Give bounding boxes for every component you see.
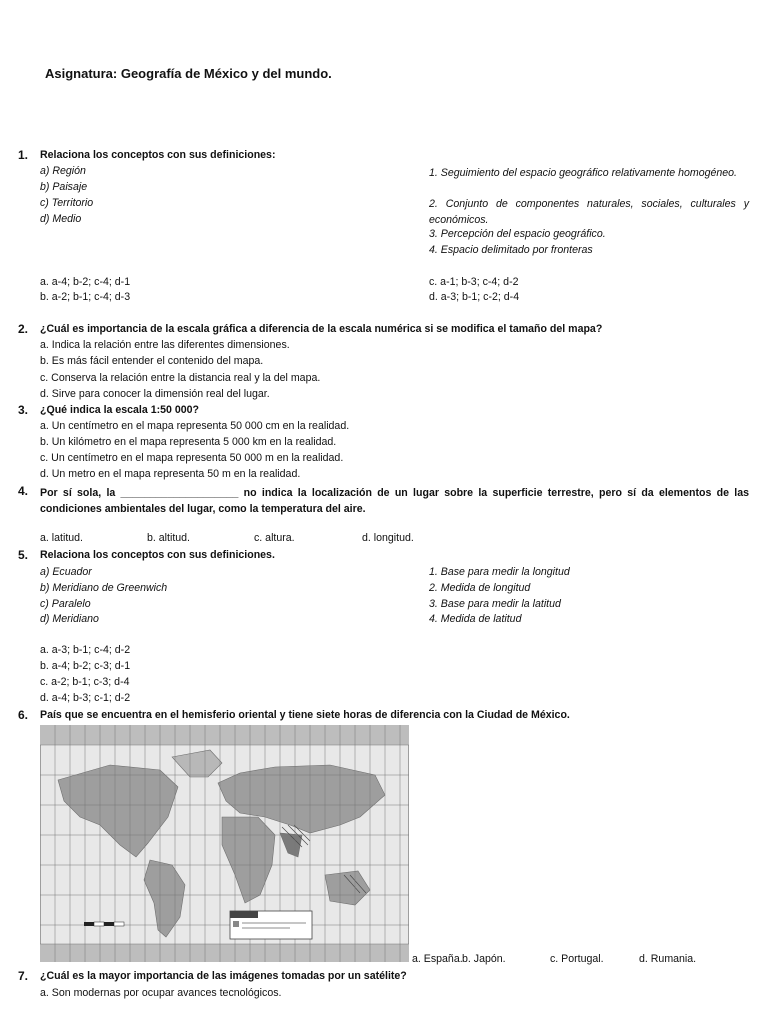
q1-definition-1: 1. Seguimiento del espacio geográfico relativamente homogéneo.	[429, 167, 738, 179]
q5-number: 5.	[18, 548, 29, 562]
q1-definition-3: 3. Percepción del espacio geográfico.	[429, 228, 606, 240]
q1-definition-2: 2. Conjunto de componentes naturales, sociales, culturales y económicos.	[429, 198, 749, 226]
q1-option-b: b. a-2; b-1; c-4; d-3	[40, 291, 131, 303]
q2-option-a: a. Indica la relación entre las diferentes dimensiones.	[40, 339, 290, 351]
q4-text: Por sí sola, la ____________________ no indica la localización de un lugar sobre la superficie terrestre, pero sí da elementos de las condiciones ambientales del lugar, como la temperatura del aire.	[40, 487, 749, 515]
q6-text: País que se encuentra en el hemisferio oriental y tiene siete horas de diferencia con la Ciudad de México.	[40, 709, 570, 721]
q5-definition-2: 2. Medida de longitud	[429, 582, 531, 594]
q6-option-d: d. Rumania.	[639, 953, 697, 965]
q7-option-a: a. Son modernas por ocupar avances tecnológicos.	[40, 987, 282, 999]
q5-concept-d: d) Meridiano	[40, 613, 99, 625]
q1-option-d: d. a-3; b-1; c-2; d-4	[429, 291, 520, 303]
q4-option-b: b. altitud.	[147, 532, 190, 544]
q6-option-a: a. España.	[412, 953, 463, 965]
q1-concept-c: c) Territorio	[40, 197, 94, 209]
q2-option-b: b. Es más fácil entender el contenido del mapa.	[40, 355, 264, 367]
q1-definition-4: 4. Espacio delimitado por fronteras	[429, 244, 593, 256]
q4-option-a: a. latitud.	[40, 532, 83, 544]
q1-concept-a: a) Región	[40, 165, 86, 177]
q3-text: ¿Qué indica la escala 1:50 000?	[40, 404, 199, 416]
q5-text: Relaciona los conceptos con sus definiciones.	[40, 549, 275, 561]
q5-option-a: a. a-3; b-1; c-4; d-2	[40, 644, 131, 656]
q3-option-c: c. Un centímetro en el mapa representa 50 000 m en la realidad.	[40, 452, 344, 464]
q2-text: ¿Cuál es importancia de la escala gráfica a diferencia de la escala numérica si se modifica el tamaño del mapa?	[40, 323, 603, 335]
q5-concept-b: b) Meridiano de Greenwich	[40, 582, 168, 594]
q5-concept-a: a) Ecuador	[40, 566, 92, 578]
q7-text: ¿Cuál es la mayor importancia de las imágenes tomadas por un satélite?	[40, 970, 407, 982]
subject-title: Asignatura: Geografía de México y del mundo.	[45, 66, 332, 81]
q1-option-c: c. a-1; b-3; c-4; d-2	[429, 276, 519, 288]
q3-option-b: b. Un kilómetro en el mapa representa 5 000 km en la realidad.	[40, 436, 337, 448]
q5-definition-1: 1. Base para medir la longitud	[429, 566, 570, 578]
map-legend	[230, 911, 312, 939]
time-zones-world-map	[40, 725, 409, 962]
q5-option-c: c. a-2; b-1; c-3; d-4	[40, 676, 130, 688]
q4-number: 4.	[18, 484, 29, 498]
q5-definition-3: 3. Base para medir la latitud	[429, 598, 561, 610]
q5-concept-c: c) Paralelo	[40, 598, 91, 610]
q5-option-d: d. a-4; b-3; c-1; d-2	[40, 692, 131, 704]
q6-option-c: c. Portugal.	[550, 953, 604, 965]
q5-option-b: b. a-4; b-2; c-3; d-1	[40, 660, 131, 672]
q1-number: 1.	[18, 148, 29, 162]
q2-option-c: c. Conserva la relación entre la distancia real y la del mapa.	[40, 372, 321, 384]
q1-text: Relaciona los conceptos con sus definiciones:	[40, 149, 276, 161]
q1-concept-d: d) Medio	[40, 213, 82, 225]
q4-option-c: c. altura.	[254, 532, 295, 544]
q3-number: 3.	[18, 403, 29, 417]
q3-option-d: d. Un metro en el mapa representa 50 m en la realidad.	[40, 468, 301, 480]
q7-number: 7.	[18, 969, 29, 983]
q1-concept-b: b) Paisaje	[40, 181, 88, 193]
q3-option-a: a. Un centímetro en el mapa representa 50 000 cm en la realidad.	[40, 420, 350, 432]
q4-option-d: d. longitud.	[362, 532, 414, 544]
q6-number: 6.	[18, 708, 29, 722]
q2-number: 2.	[18, 322, 29, 336]
q2-option-d: d. Sirve para conocer la dimensión real del lugar.	[40, 388, 270, 400]
q5-definition-4: 4. Medida de latitud	[429, 613, 522, 625]
q1-option-a: a. a-4; b-2; c-4; d-1	[40, 276, 131, 288]
map-scale-bar	[84, 922, 124, 926]
q6-option-b: b. Japón.	[462, 953, 506, 965]
